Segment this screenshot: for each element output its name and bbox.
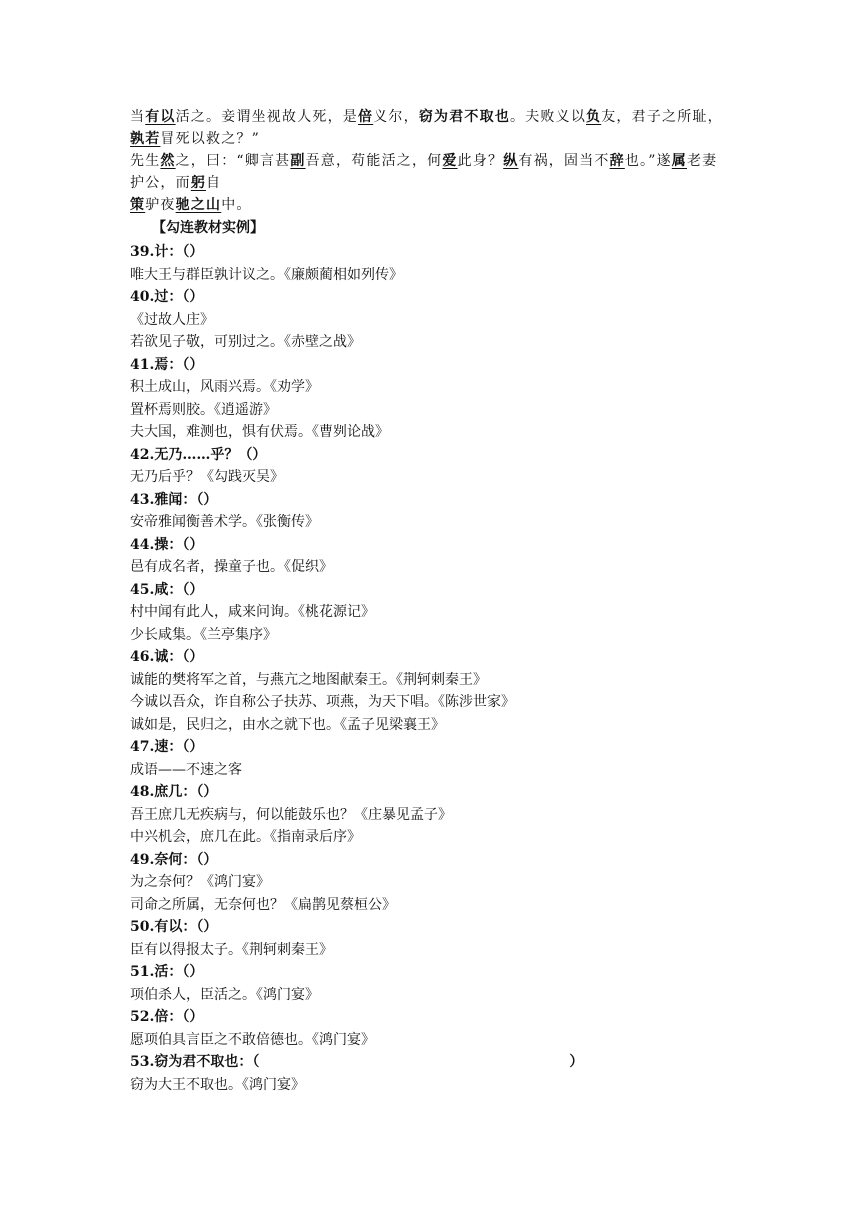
question-line: 47.速：（） bbox=[130, 739, 204, 755]
question-line: 43.雅闻：（） bbox=[130, 491, 218, 508]
question-line: 41.焉：（） bbox=[130, 356, 204, 373]
example-line: 夫大国，难测也，惧有伏焉。《曹刿论战》 bbox=[130, 424, 389, 440]
question-line: 52.倍：（） bbox=[130, 1009, 204, 1025]
example-line: 安帝雅闻衡善术学。《张衡传》 bbox=[130, 514, 319, 530]
example-line: 今诚以吾众，诈自称公子扶苏、项燕，为天下唱。《陈涉世家》 bbox=[130, 694, 515, 710]
question-line bbox=[130, 1051, 730, 1074]
example-line: 若欲见子敬，可别过之。《赤壁之战》 bbox=[130, 334, 361, 350]
example-line: 《过故人庄》 bbox=[130, 311, 214, 328]
question-line: 40.过：（） bbox=[130, 289, 204, 305]
example-line: 吾王庶几无疾病与，何以能鼓乐也？《庄暴见孟子》 bbox=[130, 806, 452, 823]
example-line: 为之奈何？《鸿门宴》 bbox=[130, 874, 270, 890]
question-line: 46.诚：（） bbox=[130, 649, 204, 665]
question-line: 42.无乃……乎？（） bbox=[130, 446, 267, 463]
example-line: 唯大王与群臣孰计议之。《廉颇蔺相如列传》 bbox=[130, 266, 403, 283]
example-line: 成语——不速之客 bbox=[130, 761, 242, 778]
example-line: 愿项伯具言臣之不敢倍德也。《鸿门宴》 bbox=[130, 1031, 375, 1048]
question-label: 53.窃为君不取也：（ bbox=[130, 1054, 260, 1070]
passage-paragraph-2: 先生然之，曰：“卿言甚副吾意，苟能活之，何爱此身？纵有祸，固当不辞也。”遂属老妻护公，而躬自 bbox=[130, 153, 718, 191]
example-line: 中兴机会，庶几在此。《指南录后序》 bbox=[130, 829, 361, 845]
question-line: 39.计：（） bbox=[130, 244, 204, 260]
example-line: 积土成山，风雨兴焉。《劝学》 bbox=[130, 379, 319, 395]
example-line: 无乃后乎？《勾践灭吴》 bbox=[130, 469, 284, 485]
example-line: 少长咸集。《兰亭集序》 bbox=[130, 626, 277, 643]
example-line: 窃为大王不取也。《鸿门宴》 bbox=[130, 1076, 305, 1093]
passage-paragraph-1: 当有以活之。妾谓坐视故人死，是倍义尔，窃为君不取也。夫败义以负友，君子之所耻，孰若冒死以救之？” bbox=[130, 109, 723, 147]
example-line: 项伯杀人，臣活之。《鸿门宴》 bbox=[130, 986, 319, 1003]
question-line: 45.咸：（） bbox=[130, 581, 204, 598]
example-line: 诚能的樊将军之首，与燕亢之地图献秦王。《荆轲刺秦王》 bbox=[130, 671, 487, 688]
exercise-list bbox=[130, 241, 730, 1096]
passage bbox=[130, 106, 730, 239]
question-line: 51.活：（） bbox=[130, 964, 204, 980]
question-line: 50.有以：（） bbox=[130, 919, 218, 935]
example-line: 邑有成名者，操童子也。《促织》 bbox=[130, 559, 333, 575]
section-heading: 【勾连教材实例】 bbox=[152, 220, 264, 236]
example-line: 置杯焉则胶。《逍遥游》 bbox=[130, 401, 277, 418]
question-line: 48.庶几：（） bbox=[130, 784, 218, 800]
question-line: 49.奈何：（） bbox=[130, 851, 218, 868]
passage-paragraph-3: 策驴夜驰之山中。 bbox=[130, 197, 252, 213]
example-line: 村中闻有此人，咸来问询。《桃花源记》 bbox=[130, 604, 375, 620]
example-line: 臣有以得报太子。《荆轲刺秦王》 bbox=[130, 941, 333, 958]
closing-paren: ） bbox=[569, 1054, 584, 1070]
example-line: 诚如是，民归之，由水之就下也。《孟子见梁襄王》 bbox=[130, 716, 445, 733]
example-line: 司命之所属，无奈何也？《扁鹊见蔡桓公》 bbox=[130, 896, 396, 913]
question-line: 44.操：（） bbox=[130, 536, 204, 553]
